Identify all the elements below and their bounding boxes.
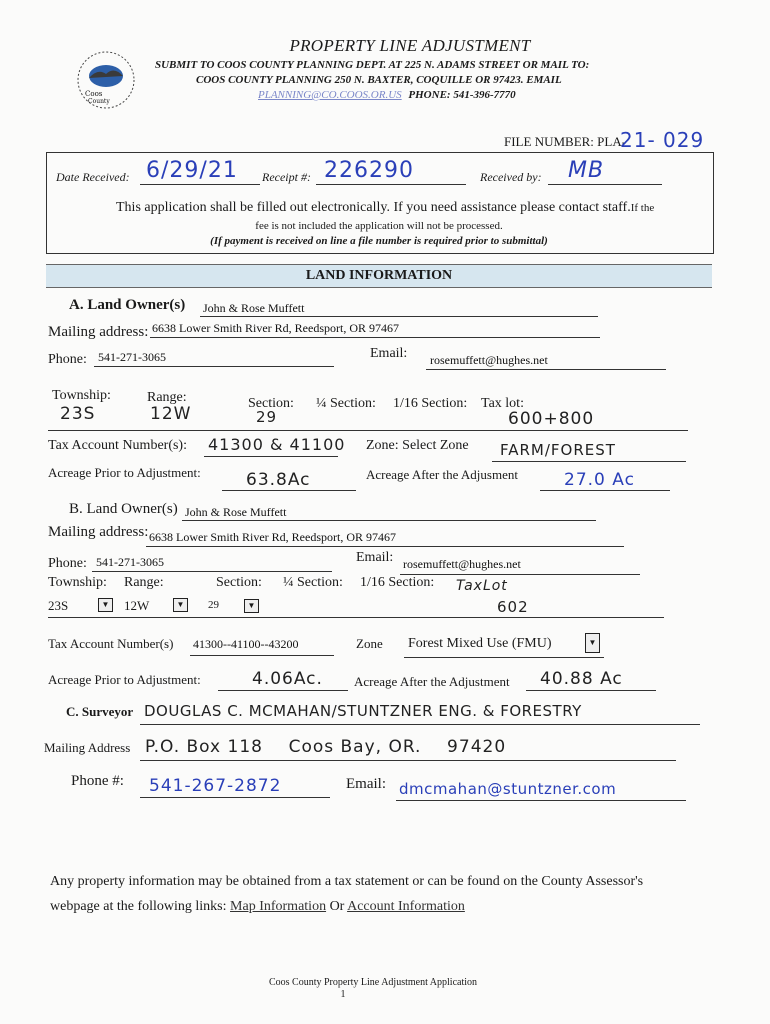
owner-b-acreage-prior-label: Acreage Prior to Adjustment: — [48, 672, 201, 687]
owner-b-tax-account-label: Tax Account Number(s) — [48, 636, 174, 651]
payment-notice: (If payment is received on line a file number is required prior to submittal) — [210, 235, 548, 247]
electronic-notice: This application shall be filled out electronically. If you need assistance please contact staff. — [116, 200, 631, 215]
owner-a-township-label: Township: — [52, 388, 111, 403]
owner-a-taxlot-label: Tax lot: — [481, 396, 524, 411]
owner-a-township[interactable]: 23S — [60, 404, 96, 424]
surveyor-phone[interactable]: 541-267-2872 — [149, 776, 282, 796]
surveyor-name[interactable]: DOUGLAS C. MCMAHAN/STUNTZNER ENG. & FORESTRY — [144, 702, 582, 720]
fee-notice: fee is not included the application will not be processed. — [255, 220, 503, 232]
owner-b-taxlot-handwritten-label: TaxLot — [456, 578, 508, 594]
date-received-value: 6/29/21 — [146, 158, 238, 183]
owner-a-acreage-after-label: Acreage After the Adjusment — [366, 467, 518, 482]
file-number-value: 21- 029 — [620, 128, 705, 152]
surveyor-mailing[interactable]: P.O. Box 118 Coos Bay, OR. 97420 — [145, 737, 507, 757]
owner-b-tax-account[interactable]: 41300--41100--43200 — [193, 637, 299, 651]
land-information-heading: LAND INFORMATION — [305, 268, 453, 283]
owner-b-heading: B. Land Owner(s) — [69, 501, 178, 517]
owner-a-section[interactable]: 29 — [256, 408, 278, 426]
map-information-link[interactable]: Map Information — [230, 899, 327, 914]
owner-b-mailing-label: Mailing address: — [48, 524, 149, 540]
planning-phone: PHONE: 541-396-7770 — [408, 89, 516, 101]
owner-b-range-select[interactable]: 12W — [124, 598, 150, 613]
owner-a-sixteenth-label: 1/16 Section: — [393, 396, 468, 411]
owner-a-acreage-after[interactable]: 27.0 Ac — [564, 470, 635, 490]
owner-a-phone-label: Phone: — [48, 352, 87, 367]
owner-b-acreage-after[interactable]: 40.88 Ac — [540, 669, 623, 689]
file-number-label: FILE NUMBER: PLA- — [504, 134, 627, 149]
owner-a-taxlot[interactable]: 600+800 — [508, 409, 595, 429]
owner-b-mailing[interactable]: 6638 Lower Smith River Rd, Reedsport, OR 97467 — [149, 530, 396, 544]
owner-a-quarter-label: ¼ Section: — [316, 396, 376, 411]
surveyor-email-label: Email: — [346, 776, 386, 792]
svg-text:Coos: Coos — [85, 90, 103, 98]
owner-b-township-label: Township: — [48, 575, 107, 590]
received-by-label: Received by: — [480, 170, 542, 184]
owner-a-range-label: Range: — [147, 390, 187, 405]
owner-b-section-label: Section: — [216, 575, 262, 590]
owner-b-email[interactable]: rosemuffett@hughes.net — [403, 557, 521, 571]
owner-b-acreage-prior[interactable]: 4.06Ac. — [252, 669, 323, 689]
owner-a-name[interactable]: John & Rose Muffett — [203, 301, 305, 315]
owner-a-range[interactable]: 12W — [150, 404, 192, 424]
owner-b-taxlot[interactable]: 602 — [497, 598, 529, 616]
owner-a-email[interactable]: rosemuffett@hughes.net — [430, 353, 548, 367]
range-dropdown-icon[interactable]: ▼ — [173, 598, 188, 612]
owner-b-phone[interactable]: 541-271-3065 — [96, 555, 164, 569]
date-received-label: Date Received: — [56, 170, 130, 184]
owner-b-acreage-after-label: Acreage After the Adjustment — [354, 674, 510, 689]
owner-b-section-select[interactable]: 29 — [208, 599, 219, 611]
owner-a-acreage-prior-label: Acreage Prior to Adjustment: — [48, 465, 201, 480]
page-footer-title: Coos County Property Line Adjustment Application — [268, 977, 478, 988]
owner-b-phone-label: Phone: — [48, 556, 87, 571]
surveyor-mailing-label: Mailing Address — [44, 740, 131, 755]
receipt-value: 226290 — [324, 158, 414, 183]
surveyor-phone-label: Phone #: — [71, 773, 124, 789]
owner-b-email-label: Email: — [356, 550, 394, 565]
county-seal-logo — [76, 48, 136, 112]
owner-b-quarter-label: ¼ Section: — [283, 575, 343, 590]
owner-b-township-select[interactable]: 23S — [48, 598, 69, 613]
section-dropdown-icon[interactable]: ▼ — [244, 599, 259, 613]
owner-a-tax-account-label: Tax Account Number(s): — [48, 438, 187, 453]
owner-a-heading: A. Land Owner(s) — [69, 297, 186, 313]
owner-b-zone-label: Zone — [356, 636, 383, 651]
links-or: Or — [329, 899, 345, 914]
electronic-notice-tail: If the — [630, 202, 655, 214]
account-information-link[interactable]: Account Information — [347, 899, 465, 914]
submit-line-2: COOS COUNTY PLANNING 250 N. BAXTER, COQUILLE OR 97423. EMAIL — [196, 74, 562, 86]
zone-dropdown-icon[interactable]: ▼ — [585, 633, 600, 653]
links-intro: webpage at the following links: — [50, 899, 227, 914]
submit-line-1: SUBMIT TO COOS COUNTY PLANNING DEPT. AT 225 N. ADAMS STREET OR MAIL TO: — [155, 59, 590, 71]
owner-a-zone-label: Zone: Select Zone — [366, 438, 469, 453]
owner-a-zone[interactable]: FARM/FOREST — [500, 441, 616, 459]
owner-a-acreage-prior[interactable]: 63.8Ac — [246, 470, 311, 490]
planning-email-link[interactable]: PLANNING@CO.COOS.OR.US — [258, 89, 402, 101]
owner-a-tax-account[interactable]: 41300 & 41100 — [208, 435, 346, 454]
svg-text:County: County — [88, 98, 110, 105]
form-title: PROPERTY LINE ADJUSTMENT — [289, 36, 531, 55]
owner-a-mailing[interactable]: 6638 Lower Smith River Rd, Reedsport, OR 97467 — [152, 321, 399, 335]
owner-b-sixteenth-label: 1/16 Section: — [360, 575, 435, 590]
land-information-band — [46, 264, 712, 288]
owner-a-mailing-label: Mailing address: — [48, 324, 149, 340]
surveyor-email[interactable]: dmcmahan@stuntzner.com — [399, 780, 617, 798]
township-dropdown-icon[interactable]: ▼ — [98, 598, 113, 612]
surveyor-label: C. Surveyor — [66, 704, 134, 719]
receipt-label: Receipt #: — [262, 170, 311, 184]
received-by-value: MB — [568, 158, 605, 183]
owner-a-phone[interactable]: 541-271-3065 — [98, 350, 166, 364]
page-number: 1 — [340, 989, 346, 1000]
owner-a-section-label: Section: — [248, 396, 294, 411]
owner-a-email-label: Email: — [370, 346, 408, 361]
owner-b-zone-select[interactable]: Forest Mixed Use (FMU) — [408, 636, 552, 651]
owner-b-name[interactable]: John & Rose Muffett — [185, 505, 287, 519]
owner-b-range-label: Range: — [124, 575, 164, 590]
property-info-note: Any property information may be obtained from a tax statement or can be found on the County Assessor's — [50, 874, 644, 889]
